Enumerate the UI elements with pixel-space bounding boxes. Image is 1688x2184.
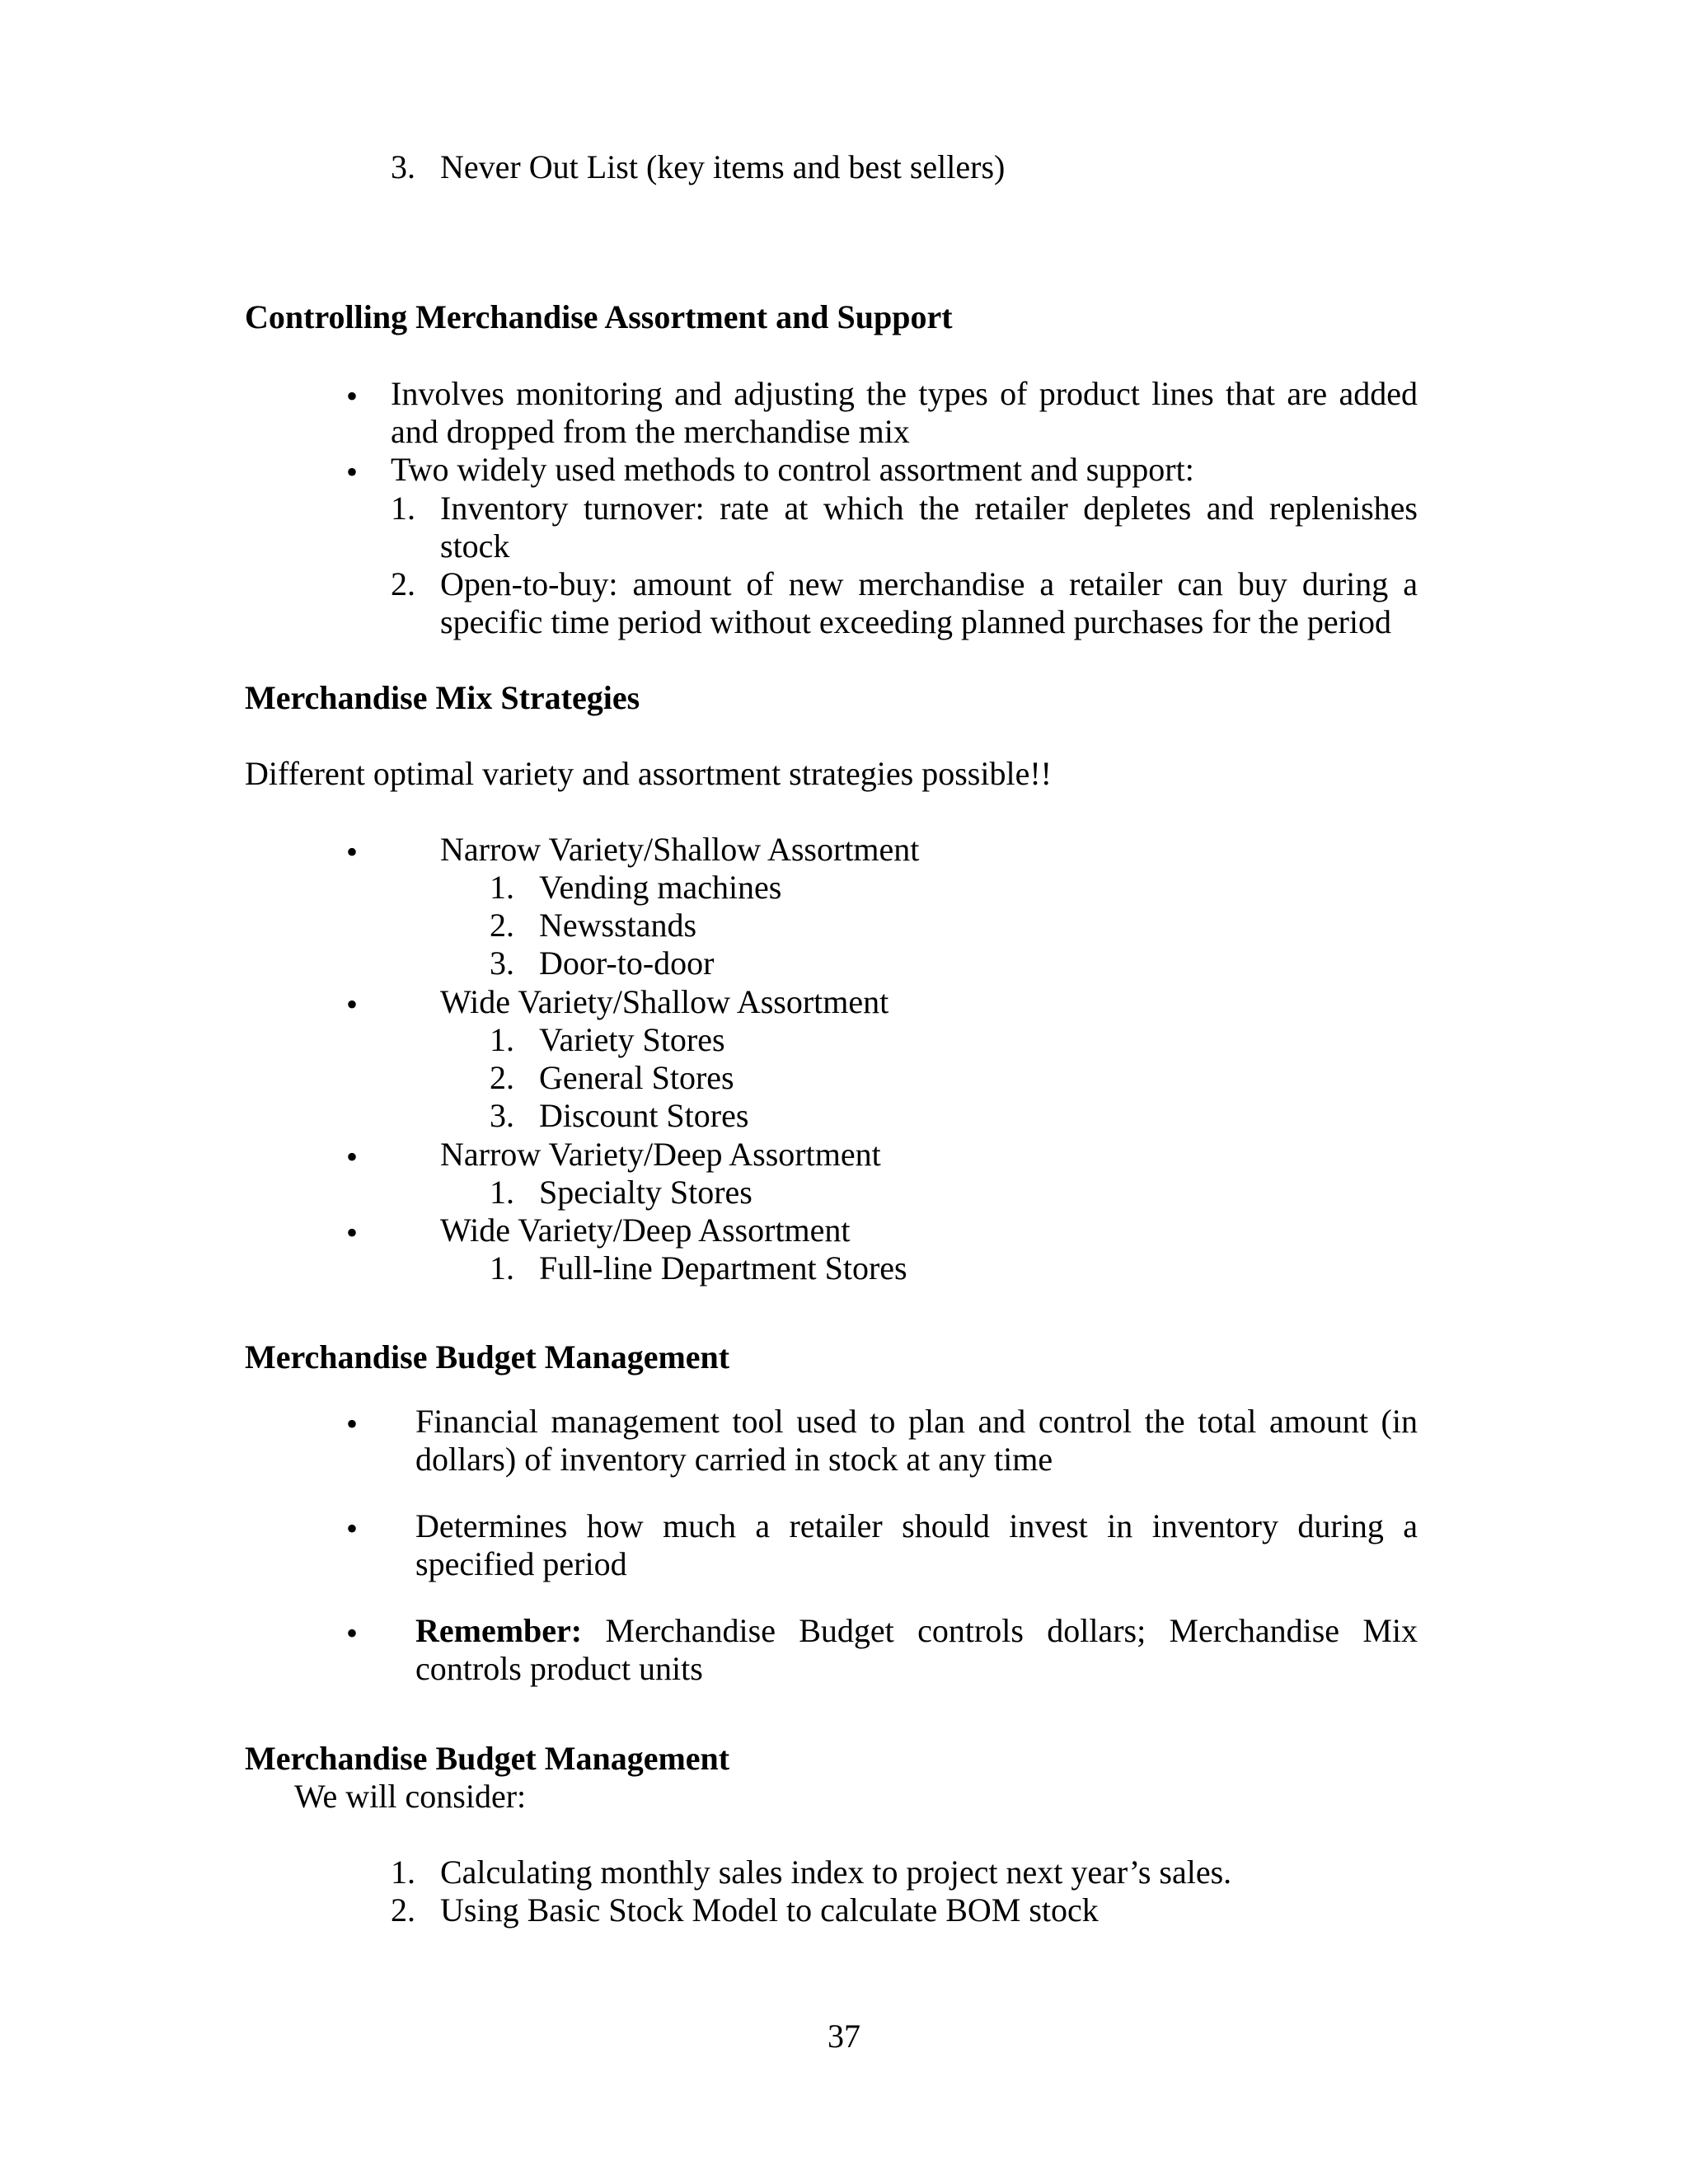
section-heading: Merchandise Mix Strategies	[245, 679, 640, 716]
bullet-icon: •	[346, 986, 359, 1023]
list-item-text: Never Out List (key items and best sellers)	[440, 148, 1006, 185]
list-number: 2.	[490, 907, 514, 944]
bullet-text-line	[415, 1612, 1418, 1650]
list-item-text: Discount Stores	[539, 1097, 749, 1134]
strategy-label: Wide Variety/Shallow Assortment	[440, 983, 889, 1020]
list-number: 1.	[490, 1021, 514, 1058]
section-heading: Controlling Merchandise Assortment and Support	[245, 298, 953, 335]
list-item-text: Door-to-door	[539, 944, 715, 982]
bullet-text-line: Determines how much a retailer should invest in inventory during a	[415, 1507, 1418, 1544]
list-number: 1.	[391, 490, 415, 527]
list-item-text: specific time period without exceeding planned purchases for the period	[440, 603, 1392, 640]
list-item-text: Calculating monthly sales index to project next year’s sales.	[440, 1854, 1232, 1891]
list-item-text: General Stores	[539, 1059, 734, 1096]
list-number: 1.	[391, 1854, 415, 1891]
list-item-text: stock	[440, 527, 510, 565]
section-heading: Merchandise Budget Management	[245, 1338, 730, 1376]
strategy-label: Wide Variety/Deep Assortment	[440, 1212, 851, 1249]
strategy-label: Narrow Variety/Deep Assortment	[440, 1136, 881, 1173]
bullet-icon: •	[346, 1214, 359, 1251]
list-number: 1.	[490, 1174, 514, 1211]
bullet-icon: •	[346, 1405, 359, 1442]
list-item-text: Full-line Department Stores	[539, 1249, 907, 1286]
list-number: 3.	[490, 1097, 514, 1134]
section-intro: Different optimal variety and assortment strategies possible!!	[245, 755, 1052, 792]
bullet-text-line: dollars) of inventory carried in stock at any time	[415, 1441, 1053, 1478]
page-number: 37	[828, 2018, 860, 2055]
bullet-icon: •	[346, 1615, 359, 1652]
bullet-text-line: controls product units	[415, 1650, 703, 1687]
remember-label: Remember:	[415, 1612, 583, 1649]
list-item-text: Using Basic Stock Model to calculate BOM stock	[440, 1891, 1099, 1929]
section-heading: Merchandise Budget Management	[245, 1740, 730, 1777]
list-number: 2.	[391, 565, 415, 602]
list-item-text: Variety Stores	[539, 1021, 725, 1058]
section-intro: We will consider:	[294, 1778, 527, 1815]
bullet-text-line: Financial management tool used to plan and control the total amount (in	[415, 1403, 1418, 1440]
bullet-text-line: Involves monitoring and adjusting the types of product lines that are added	[391, 375, 1418, 412]
list-item-text: Specialty Stores	[539, 1174, 753, 1211]
bullet-icon: •	[346, 1510, 359, 1547]
list-item-text: Inventory turnover: rate at which the retailer depletes and replenishes	[440, 490, 1418, 527]
list-number: 1.	[490, 869, 514, 906]
list-number: 1.	[490, 1249, 514, 1286]
strategy-label: Narrow Variety/Shallow Assortment	[440, 831, 920, 868]
remember-text: Merchandise Budget controls dollars; Merchandise Mix	[605, 1612, 1418, 1649]
bullet-icon: •	[346, 1138, 359, 1175]
list-number: 3.	[391, 148, 415, 185]
bullet-icon: •	[346, 833, 359, 870]
list-item-text: Newsstands	[539, 907, 697, 944]
list-item-text: Vending machines	[539, 869, 782, 906]
bullet-text-line: specified period	[415, 1545, 627, 1582]
list-item-text: Open-to-buy: amount of new merchandise a retailer can buy during a	[440, 565, 1418, 602]
list-number: 3.	[490, 944, 514, 982]
bullet-text-line: Two widely used methods to control assortment and support:	[391, 451, 1194, 488]
bullet-text-line: and dropped from the merchandise mix	[391, 413, 910, 450]
bullet-icon: •	[346, 453, 359, 490]
bullet-icon: •	[346, 377, 359, 415]
list-number: 2.	[391, 1891, 415, 1929]
list-number: 2.	[490, 1059, 514, 1096]
